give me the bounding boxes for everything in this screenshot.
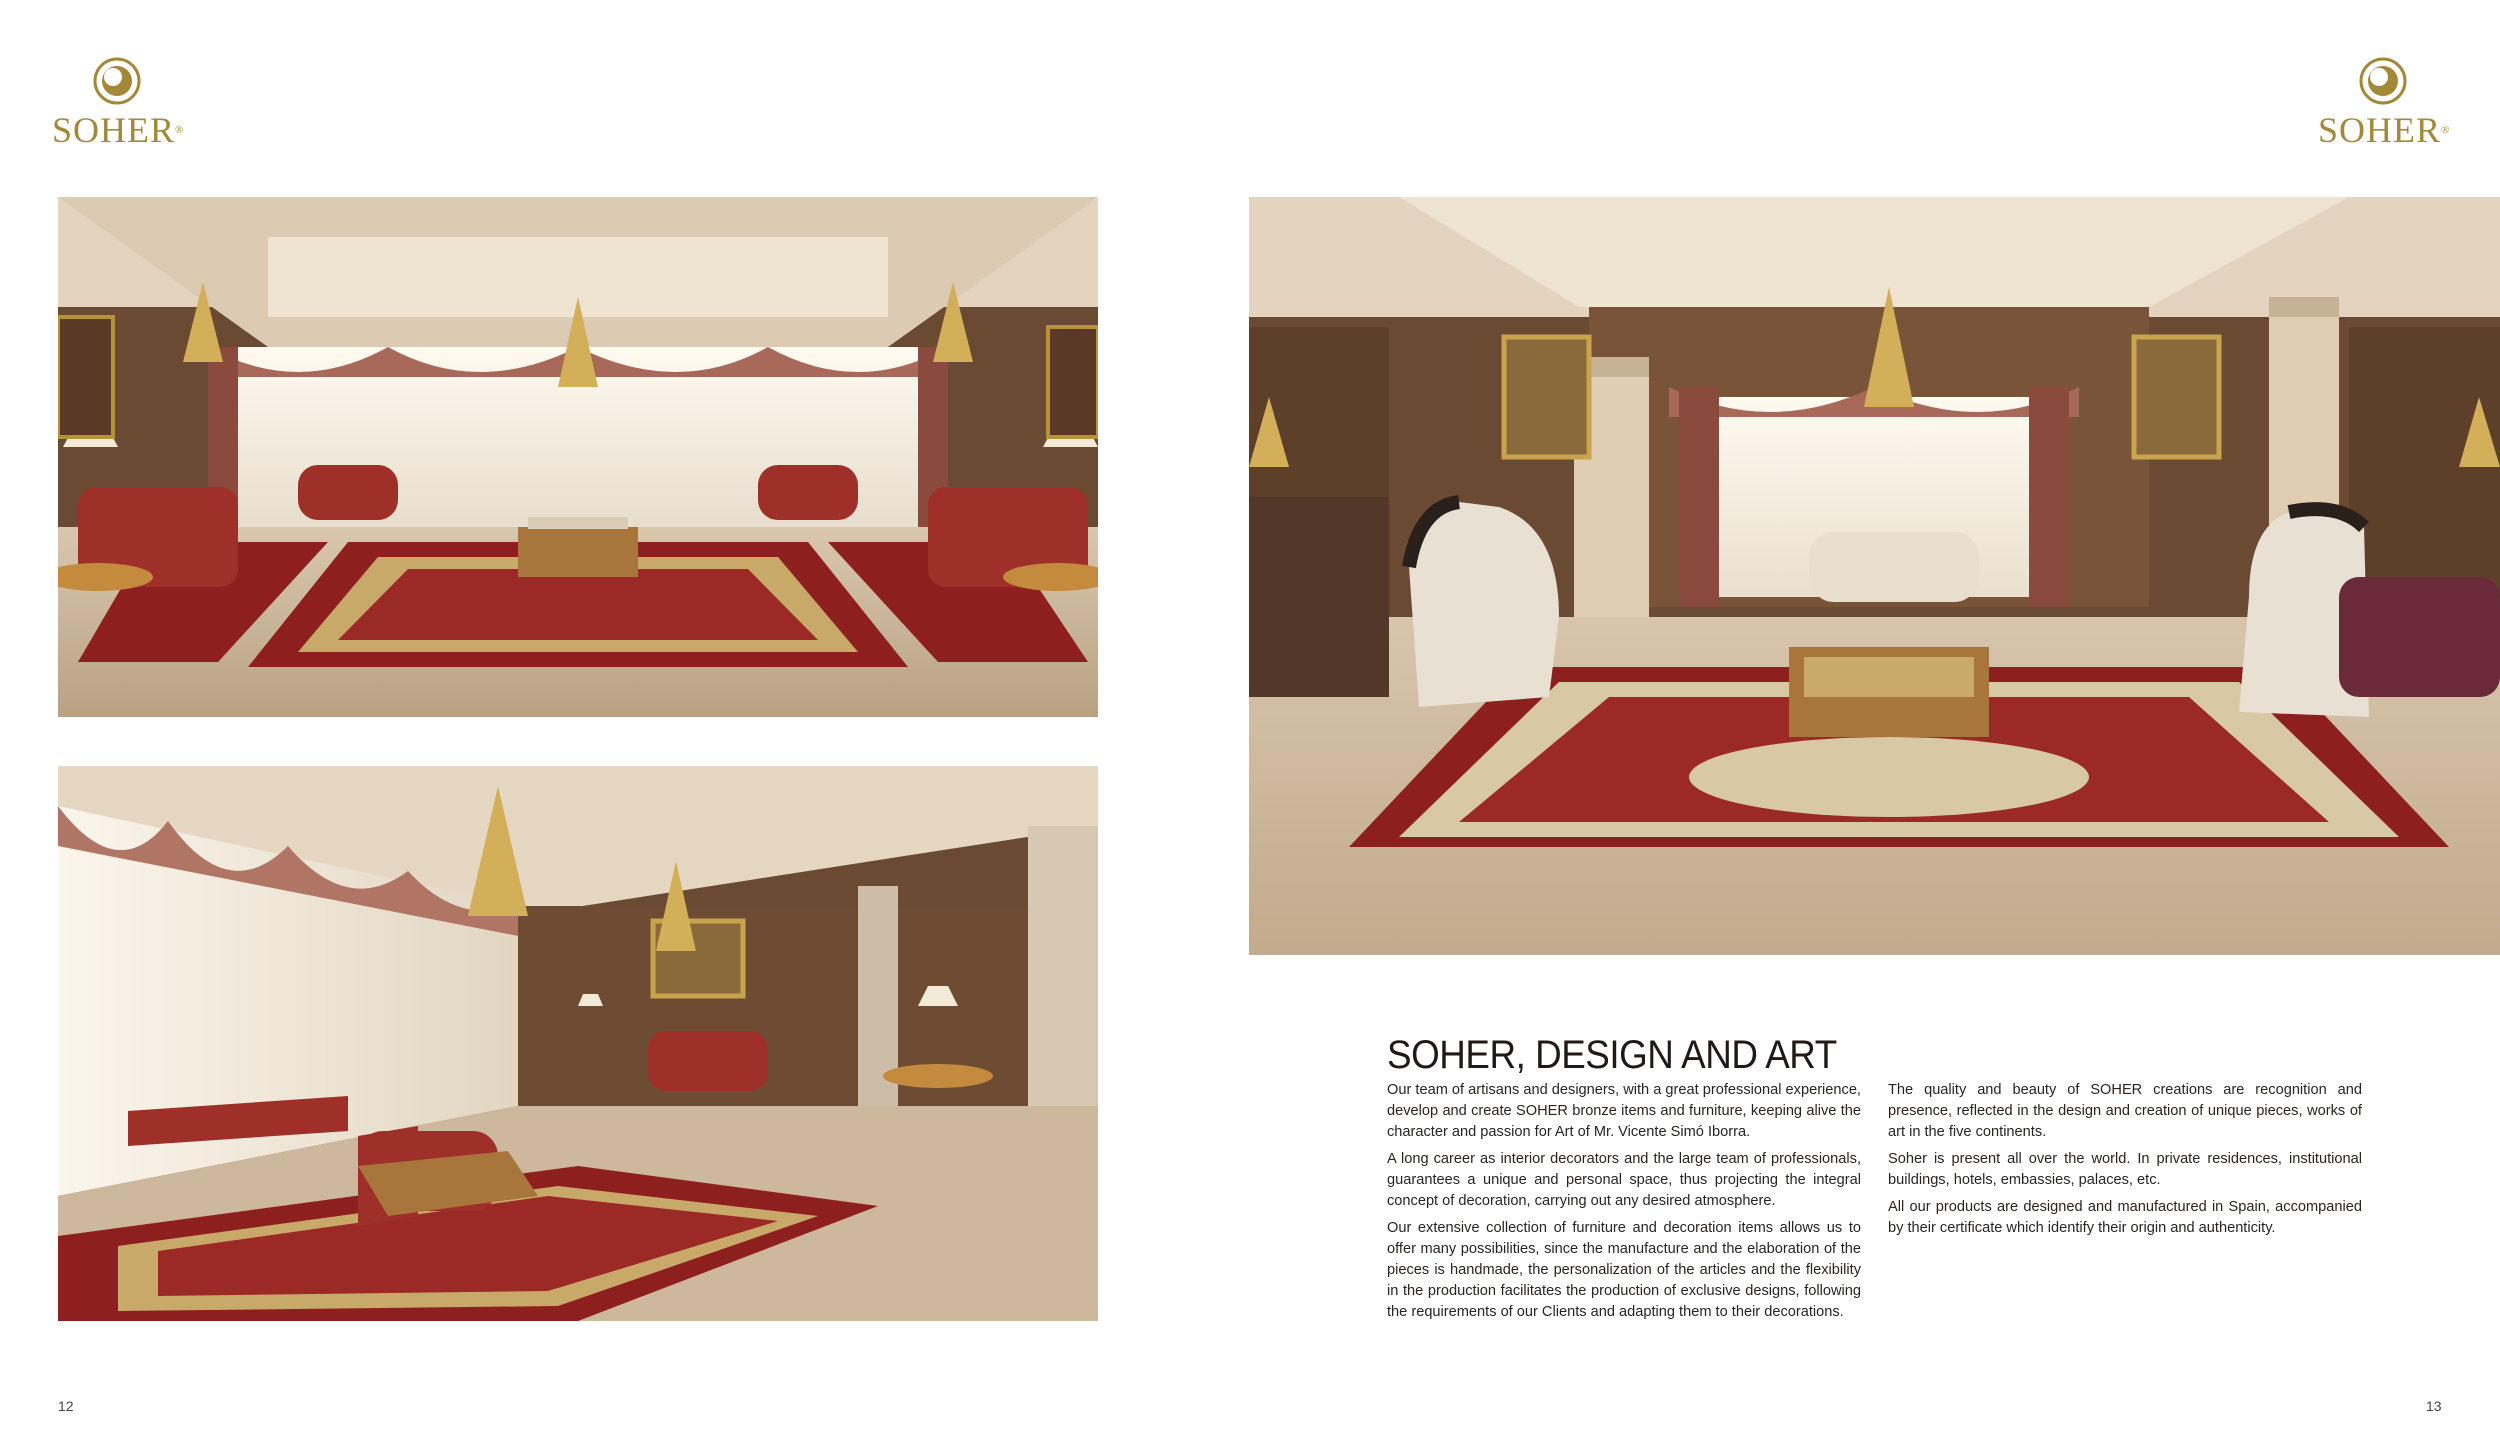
- paragraph: All our products are designed and manufactured in Spain, accompanied by their certificate which identify their origin and authenticity.: [1888, 1199, 2362, 1236]
- page-number-right: 13: [2426, 1398, 2442, 1414]
- salon-photo: [1249, 197, 2500, 955]
- article-column-2: [1888, 1080, 2362, 1245]
- registered-mark: ®: [2441, 124, 2451, 136]
- brand-name: SOHER: [52, 110, 176, 150]
- soher-logo-left: [52, 56, 185, 150]
- brand-name: SOHER: [2318, 110, 2442, 150]
- article-column-1: [1387, 1080, 1861, 1329]
- page-number-left: 12: [58, 1398, 74, 1414]
- paragraph: Our team of artisans and designers, with a great professional experience, develop and create SOHER bronze items and furniture, keeping alive the character and passion for Art of Mr. Vicente Simó Iborra.: [1387, 1082, 1861, 1140]
- living-room-photo: [58, 197, 1098, 717]
- paragraph: Our extensive collection of furniture and decoration items allows us to offer many possibilities, since the manufacture and the elaboration of the pieces is handmade, the personalization of the articles and the flexibility in the production facilitates the production of exclusive designs, following the requirements of our Clients and adapting them to their decorations.: [1387, 1220, 1861, 1320]
- paragraph: Soher is present all over the world. In private residences, institutional buildings, hotels, embassies, palaces, etc.: [1888, 1151, 2362, 1188]
- paragraph: A long career as interior decorators and the large team of professionals, guarantees a unique and personal space, thus projecting the integral concept of decoration, carrying out any desired atmosphere.: [1387, 1151, 1861, 1209]
- lounge-photo: [58, 766, 1098, 1321]
- soher-emblem-icon: [92, 56, 142, 106]
- registered-mark: ®: [175, 124, 185, 136]
- article-title: SOHER, DESIGN AND ART: [1387, 1033, 1837, 1077]
- soher-logo-right: [2318, 56, 2451, 150]
- paragraph: The quality and beauty of SOHER creations are recognition and presence, reflected in the design and creation of unique pieces, works of art in the five continents.: [1888, 1082, 2362, 1140]
- soher-emblem-icon: [2358, 56, 2408, 106]
